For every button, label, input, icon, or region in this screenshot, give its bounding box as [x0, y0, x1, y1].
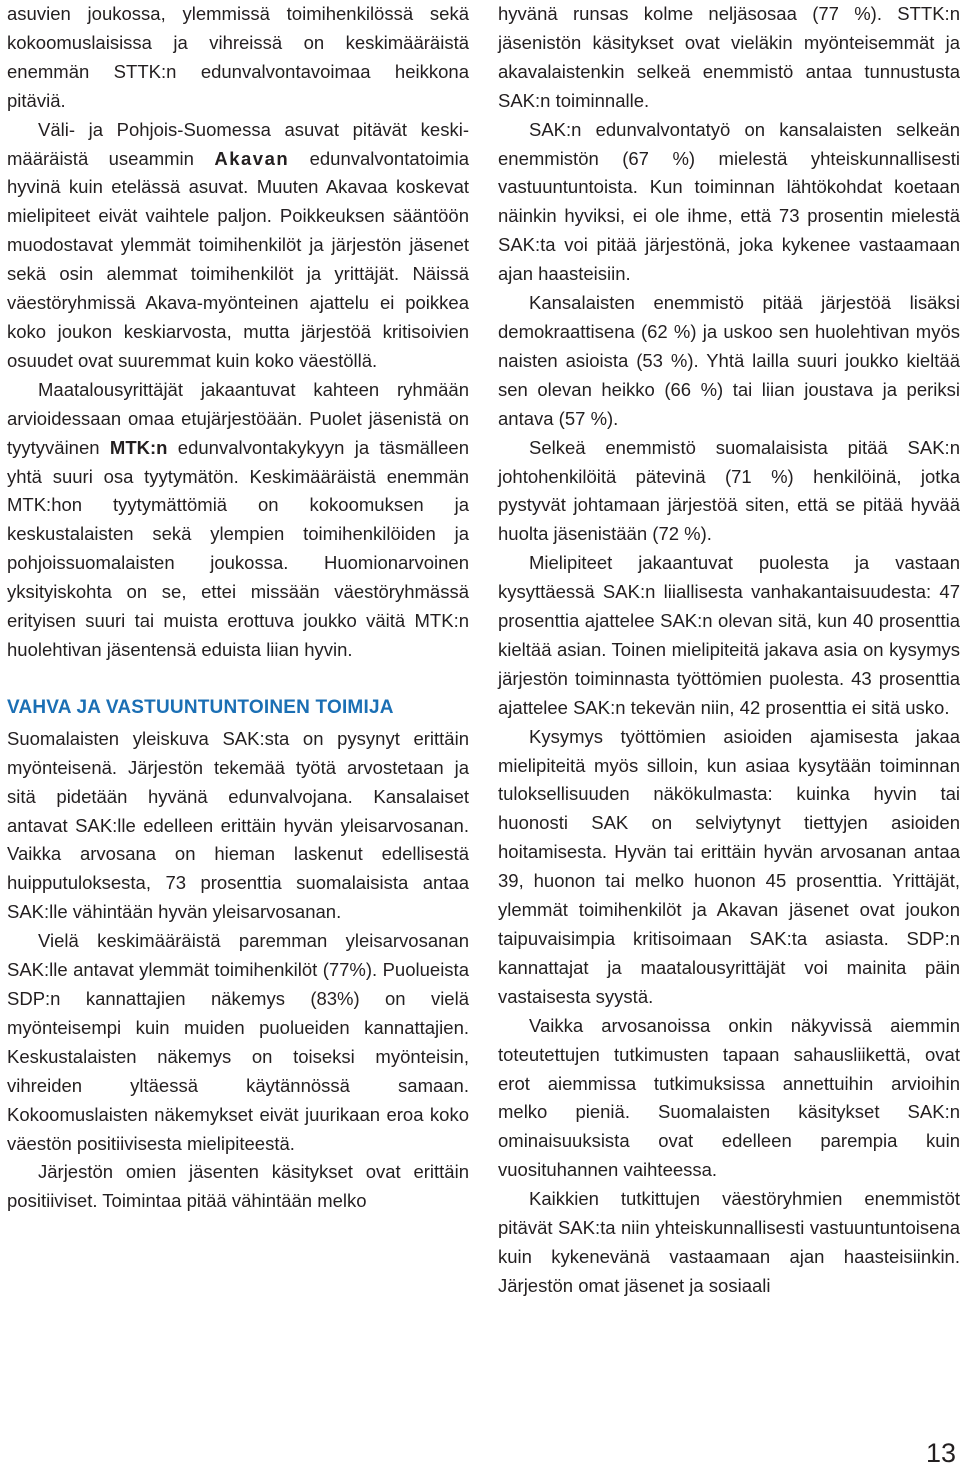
paragraph-unemployed: Kysymys työttömien asioiden ajamisesta jakaa mielipiteitä myös silloin, kun asiaa kysytään toiminnan tuloksellisuuden näkökulmasta: kuinka hyvin tai huonosti SAK on selviytynyt tiettyjen asioiden hoitamisesta. Hyvän tai erittäin hyvän arvosanan antaa 39, huonon tai melko huonon 45 prosenttia. Yrittäjät, ylemmät toimihenkilöt ja Akavan jäsenet ovat joukon taipuvaisimpia kritisoimaan SAK:ta asiasta. SDP:n kannattajat ja maatalousyrittäjät voi mainita päin vastaisesta syystä.	[498, 725, 960, 1007]
paragraph-sak-members: Järjestön omien jäsenten käsitykset ovat erittäin positiiviset. Toimintaa pitää vähintään melko	[7, 1161, 469, 1212]
paragraph-sak-groups: Vielä keskimääräistä paremman yleisarvosanan SAK:lle antavat ylemmät toimihenkilöt (77%). Puolueista SDP:n kannattajien näkemys (83%) on vielä myönteisempi kuin muiden puolueiden kannattajien. Keskustalaisten näkemys on toiseksi myönteisin, vihreiden yltäessä käytännössä samaan. Kokoomuslaisten näkemykset eivät juurikaan eroa koko väestön positiivisesta mielipiteestä.	[7, 930, 469, 1154]
paragraph-members-continuation: hyvänä runsas kolme neljäsosaa (77 %). STTK:n jäsenistön käsitykset ovat vieläkin myönteisemmät ja akavalaistenkin selkeä enemmistö antaa tunnustusta SAK:n toiminnalle.	[498, 3, 960, 111]
paragraph-mtk-body: edunvalvontakykyyn ja täsmälleen yhtä suuri osa tyytymätön. Keskimääräistä enemmän MTK:hon tyytymättömiä on kokoomuksen ja keskustalaisten sekä ylempien toimihenkilöiden ja pohjoissuomalaisten joukossa. Huomionarvoinen yksityiskohta on se, ettei missään väestöryhmässä erityisen suuri tai muista erottuva joukko väitä MTK:n huolehtivan jäsentensä eduista liian hyvin.	[7, 436, 469, 660]
paragraph-sttk-continuation: asuvien joukossa, ylemmissä toimihenkilössä sekä kokoomuslaisissa ja vihreissä on keskimääräistä enemmän STTK:n edunvalvontavoimaa heikkona pitäviä.	[7, 3, 469, 111]
paragraph-leadership: Selkeä enemmistö suomalaisista pitää SAK:n johtohenkilöitä pätevinä (71 %) henkilöinä, jotka pystyvät johtamaan järjestöä siten, että se pitää hyvää huolta jäsenistään (72 %).	[498, 436, 960, 545]
paragraph-akava-lead: Väli- ja Pohjois-Suomessa asuvat pitävät keskimääräistä useammin	[7, 118, 469, 169]
paragraph-responsibility: SAK:n edunvalvontatyö on kansalaisten selkeän enemmistön (67 %) mielestä yhteiskunnallisesti vastuuntuntoista. Kun toiminnan lähtökohdat koetaan näinkin hyviksi, ei ole ihme, että 73 prosentin mielestä SAK:ta voi pitää järjestönä, joka kykenee vastaamaan ajan haasteisiin.	[498, 118, 960, 285]
section-heading: VAHVA JA VASTUUNTUNTOINEN TOIMIJA	[7, 696, 394, 718]
paragraph-old-fashioned: Mielipiteet jakaantuvat puolesta ja vastaan kysyttäessä SAK:n liiallisesta vanhakantaisuudesta: 47 prosenttia ajattelee SAK:n olevan sitä, kun 40 prosenttia kieltää asian. Toinen mielipiteitä jakava asia on kysymys järjestön toiminnasta työttömien puolesta. 43 prosenttia ajattelee SAK:n tekevän niin, 42 prosenttia ei sitä usko.	[498, 552, 960, 718]
right-column	[498, 0, 960, 1301]
paragraph-mtk-lead: Maatalousyrittäjät jakaantuvat kahteen ryhmään arvioidessaan omaa etujärjestöään. Puolet jäsenistä on tyytyväinen	[7, 378, 469, 458]
left-column	[7, 0, 469, 1216]
paragraph-trend: Vaikka arvosanoissa onkin näkyvissä aiemmin toteutettujen tutkimusten tapaan sahausliikettä, ovat erot aiemmissa tutkimuksissa annettuihin arvioihin melko pieniä. Suomalaisten käsitykset SAK:n ominaisuuksista ovat edelleen parempia kuin vuosituhannen vaihteessa.	[498, 1014, 960, 1181]
term-mtk: MTK:n	[109, 436, 168, 458]
page-number: 13	[925, 1438, 956, 1468]
term-akavan: Akavan	[214, 147, 290, 169]
paragraph-akava	[7, 116, 469, 376]
paragraph-democracy: Kansalaisten enemmistö pitää järjestöä lisäksi demokraattisena (62 %) ja uskoo sen huolehtivan myös naisten asioista (53 %). Yhtä lailla suuri joukko kieltää sen olevan heikko (66 %) tai liian joustava ja periksi antava (57 %).	[498, 292, 960, 429]
paragraph-mtk	[7, 376, 469, 665]
paragraph-all-groups: Kaikkien tutkittujen väestöryhmien enemmistöt pitävät SAK:ta niin yhteiskunnallisesti vastuuntuntoisena kuin kykenevänä vastaamaan ajan haasteisiinkin. Järjestön omat jäsenet ja sosiaali	[498, 1188, 960, 1296]
paragraph-akava-body: edunvalvontatoimia hyvinä kuin etelässä asuvat. Muuten Akavaa koskevat mielipiteet eivät vaihtele paljon. Poikkeuksen sääntöön muodostavat ylemmät toimihenkilöt ja järjestön jäsenet sekä osin alemmat toimihenkilöt ja yrittäjät. Näissä väestöryhmissä Akava-myönteinen ajattelu ei poikkea koko joukon keskiarvosta, mutta järjestöä kritisoivien osuudet ovat suuremmat kuin koko väestöllä.	[7, 147, 469, 371]
paragraph-sak-overview: Suomalaisten yleiskuva SAK:sta on pysynyt erittäin myönteisenä. Järjestön tekemää työtä arvostetaan ja sitä pidetään hyvänä edunvalvojana. Kansalaiset antavat SAK:lle edelleen erittäin hyvän yleisarvosanan. Vaikka arvosana on hieman laskenut edellisestä huipputuloksesta, 73 prosenttia suomalaisista antaa SAK:lle vähintään hyvän yleisarvosanan.	[7, 727, 469, 923]
